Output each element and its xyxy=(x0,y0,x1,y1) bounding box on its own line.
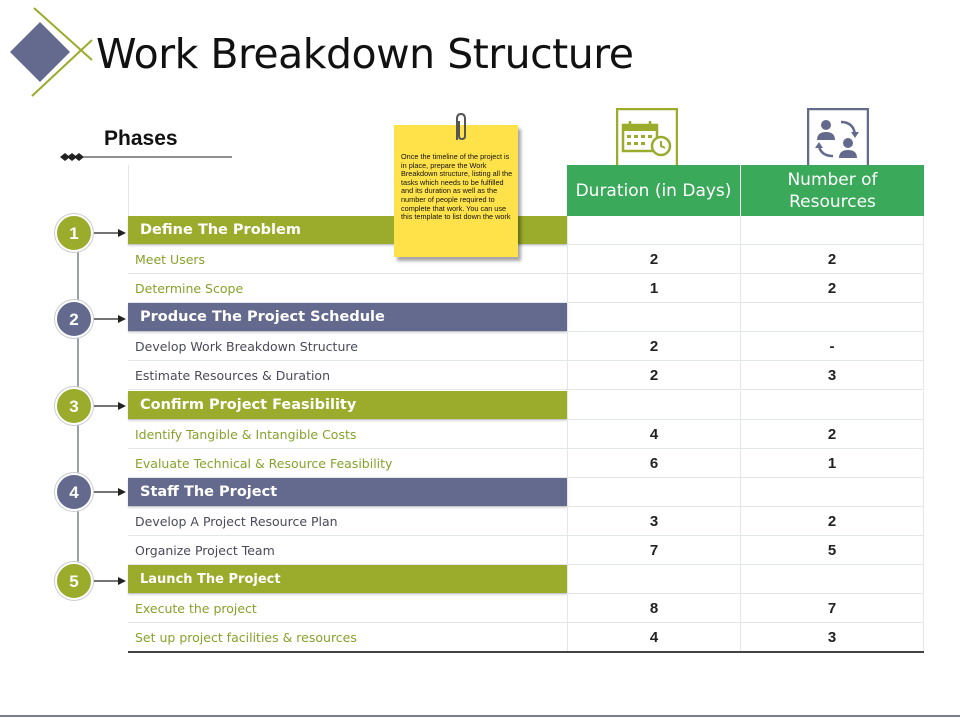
duration-value: 4 xyxy=(567,623,740,651)
task-label: Evaluate Technical & Resource Feasibility xyxy=(135,456,393,471)
duration-value: 7 xyxy=(567,536,740,564)
phase-resources-cell xyxy=(740,565,924,593)
footer-rule xyxy=(0,715,960,717)
resources-value: 2 xyxy=(740,420,924,448)
task-label: Develop A Project Resource Plan xyxy=(135,514,338,529)
resources-header-line1: Number of xyxy=(787,169,878,190)
phase-step-1: 1 xyxy=(55,214,93,252)
duration-value: 2 xyxy=(567,361,740,389)
duration-value: 1 xyxy=(567,274,740,302)
resources-value: 7 xyxy=(740,594,924,622)
phase-row xyxy=(128,216,924,245)
table-row xyxy=(128,274,924,303)
phase-label: Launch The Project xyxy=(128,565,567,593)
phases-heading: Phases xyxy=(104,127,178,150)
task-label: Identify Tangible & Intangible Costs xyxy=(135,427,357,442)
calendar-clock-icon xyxy=(616,108,678,170)
phase-duration-cell xyxy=(567,391,740,419)
resources-value: 2 xyxy=(740,245,924,273)
table-row xyxy=(128,361,924,390)
phase-duration-cell xyxy=(567,565,740,593)
phase-resources-cell xyxy=(740,303,924,331)
task-label: Set up project facilities & resources xyxy=(135,630,357,645)
resources-value: - xyxy=(740,332,924,360)
task-label: Estimate Resources & Duration xyxy=(135,368,331,383)
table-row xyxy=(128,332,924,361)
people-exchange-icon xyxy=(807,108,869,170)
resources-value: 1 xyxy=(740,449,924,477)
resources-header-line2: Resources xyxy=(789,191,876,212)
phase-duration-cell xyxy=(567,478,740,506)
resources-value: 3 xyxy=(740,361,924,389)
resources-value: 3 xyxy=(740,623,924,651)
task-label: Meet Users xyxy=(135,252,206,267)
duration-value: 2 xyxy=(567,245,740,273)
arrow-right-icon xyxy=(94,576,126,586)
paperclip-icon xyxy=(449,112,471,144)
phase-duration-cell xyxy=(567,303,740,331)
task-label: Develop Work Breakdown Structure xyxy=(135,339,358,354)
phase-row xyxy=(128,565,924,594)
table-row xyxy=(128,536,924,565)
table-row xyxy=(128,449,924,478)
table-row xyxy=(128,507,924,536)
phase-row xyxy=(128,391,924,420)
arrow-right-icon xyxy=(94,487,126,497)
task-label: Organize Project Team xyxy=(135,543,275,558)
arrow-right-icon xyxy=(94,228,126,238)
phase-row xyxy=(128,303,924,332)
page-title: Work Breakdown Structure xyxy=(96,30,634,78)
task-label: Determine Scope xyxy=(135,281,244,296)
phase-row xyxy=(128,478,924,507)
phase-label: Define The Problem xyxy=(128,216,567,244)
resources-value: 2 xyxy=(740,274,924,302)
resources-value: 2 xyxy=(740,507,924,535)
table-row xyxy=(128,623,924,652)
phase-label: Confirm Project Feasibility xyxy=(128,391,567,419)
table-row xyxy=(128,245,924,274)
phase-resources-cell xyxy=(740,478,924,506)
duration-value: 6 xyxy=(567,449,740,477)
arrow-right-icon xyxy=(94,314,126,324)
sticky-note-text: Once the timeline of the project is in place, prepare the Work Breakdown structure, listing all the tasks which needs to be fulfilled and its duration as well as the number of people required to complete that work. You can use this template to list down the work xyxy=(401,152,513,222)
table-row xyxy=(128,420,924,449)
table-bottom-rule xyxy=(128,651,924,653)
phase-step-3: 3 xyxy=(55,387,93,425)
phase-resources-cell xyxy=(740,216,924,244)
diamond-logo-icon xyxy=(0,0,100,100)
phase-label: Produce The Project Schedule xyxy=(128,303,567,331)
resources-value: 5 xyxy=(740,536,924,564)
duration-value: 4 xyxy=(567,420,740,448)
duration-value: 2 xyxy=(567,332,740,360)
phase-duration-cell xyxy=(567,216,740,244)
table-row xyxy=(128,594,924,623)
arrow-right-icon xyxy=(94,401,126,411)
task-label: Execute the project xyxy=(135,601,257,616)
phase-resources-cell xyxy=(740,391,924,419)
duration-header-label: Duration (in Days) xyxy=(575,180,732,201)
phase-label: Staff The Project xyxy=(128,478,567,506)
duration-value: 3 xyxy=(567,507,740,535)
phase-step-4: 4 xyxy=(55,473,93,511)
phase-step-5: 5 xyxy=(55,562,93,600)
duration-value: 8 xyxy=(567,594,740,622)
wbs-table xyxy=(128,164,924,654)
phase-step-2: 2 xyxy=(55,300,93,338)
